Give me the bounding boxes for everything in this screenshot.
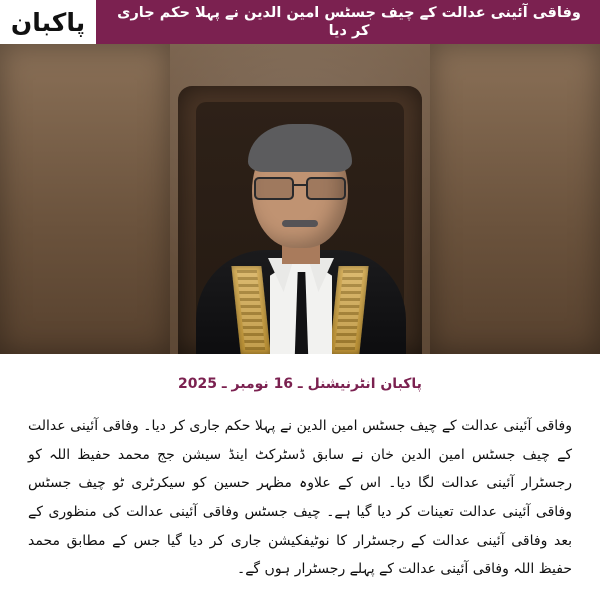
article-photo xyxy=(0,44,600,354)
eyeglass-lens-left xyxy=(254,177,294,200)
article-body xyxy=(0,396,600,584)
site-logo-text: پاکبان xyxy=(10,7,86,37)
site-logo[interactable] xyxy=(0,0,98,44)
headline-banner: وفاقی آئینی عدالت کے چیف جسٹس امین الدین نے پہلا حکم جاری کر دیا xyxy=(117,4,581,39)
photo-wall-panel-right xyxy=(430,44,600,354)
eyeglass-lens-right xyxy=(306,177,346,200)
byline: پاکبان انٹرنیشنل ـ 16 نومبر ـ 2025 xyxy=(178,376,422,392)
photo-background xyxy=(0,44,600,354)
article-paragraph: وفاقی آئینی عدالت کے چیف جسٹس امین الدین نے پہلا حکم جاری کر دیا۔ وفاقی آئینی عدالت کے چیف جسٹس امین الدین خان نے سابق ڈسٹرکٹ اینڈ سیشن جج محمد حفیظ اللہ کو رجسٹرار آئینی عدالت لگا دیا۔ اس کے علاوہ مظہر حسین کو سیکرٹری ٹو چیف جسٹس وفاقی آئینی عدالت تعینات کر دیا گیا ہے۔ چیف جسٹس وفاقی آئینی عدالت کی منظوری کے بعد وفاقی آئینی عدالت کے رجسٹرار کا نوٹیفکیشن جاری کر دیا گیا جس کے مطابق محمد حفیظ اللہ وفاقی آئینی عدالت کے پہلے رجسٹرار ہوں گے۔ xyxy=(28,418,572,578)
photo-wall-panel-left xyxy=(0,44,170,354)
subject-mustache xyxy=(282,220,318,227)
eyeglasses-icon xyxy=(252,177,348,197)
site-header xyxy=(0,0,600,44)
